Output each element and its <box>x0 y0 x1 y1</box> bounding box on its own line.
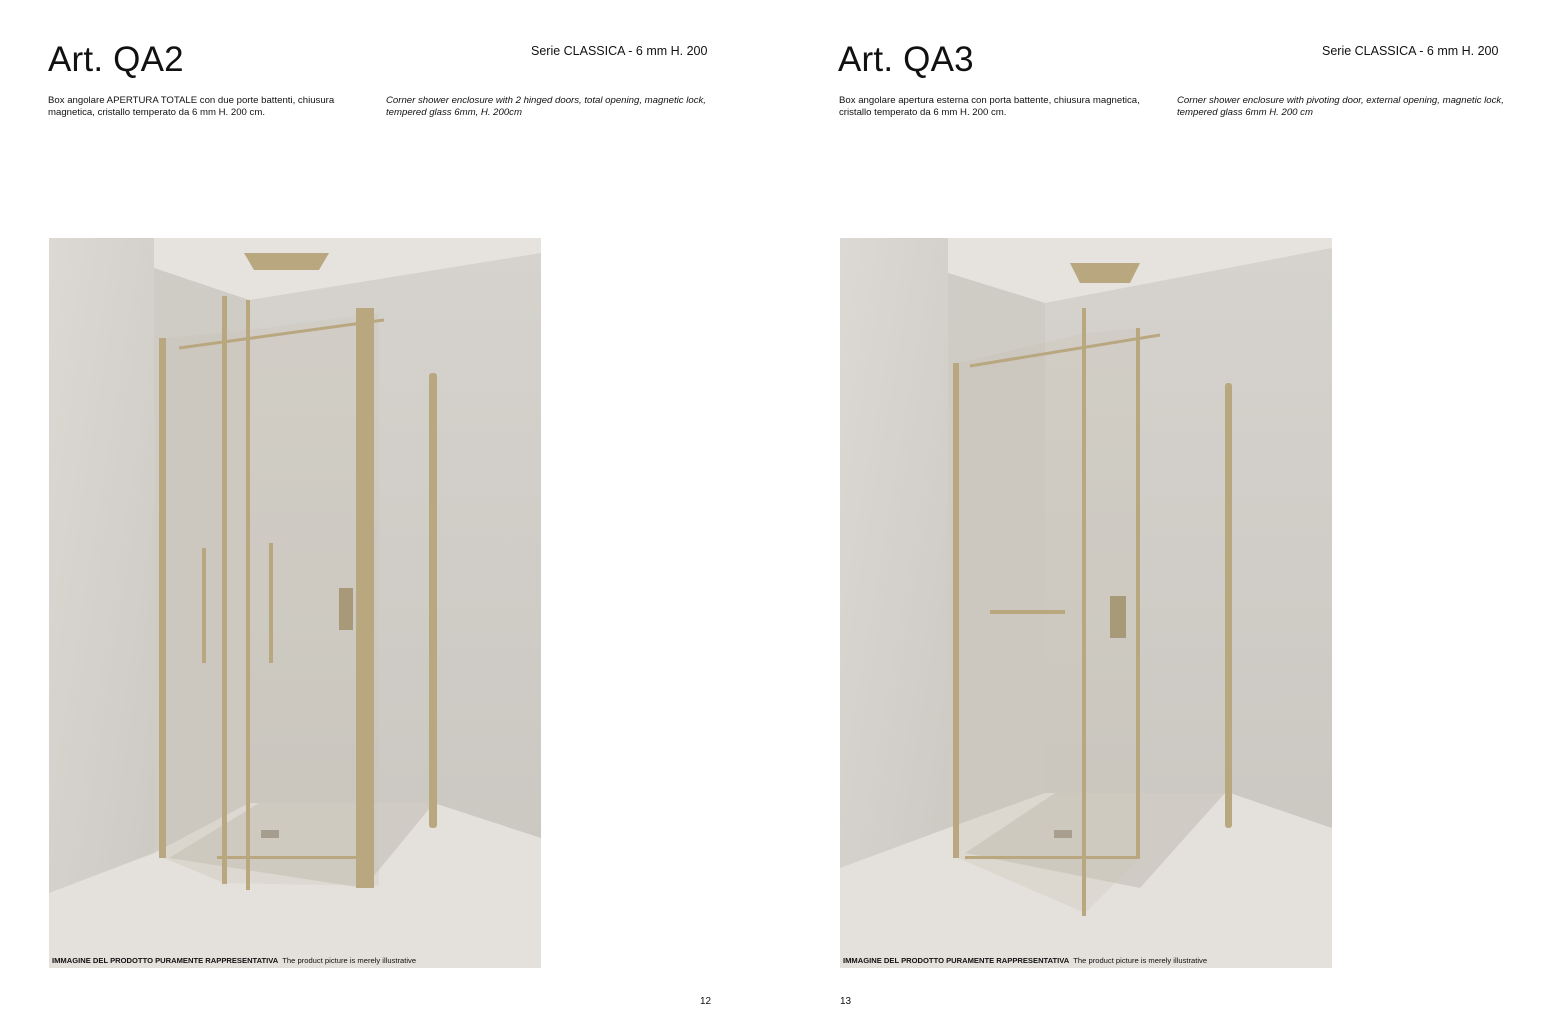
catalog-page-right <box>775 0 1550 1033</box>
caption-english: The product picture is merely illustrative <box>1073 956 1208 965</box>
photo-caption <box>843 956 1207 965</box>
article-title: Art. QA2 <box>48 40 184 79</box>
series-label: Serie CLASSICA - 6 mm H. 200 <box>1322 44 1499 58</box>
article-title: Art. QA3 <box>838 40 974 79</box>
product-photo <box>840 238 1332 968</box>
page-number: 12 <box>700 996 712 1007</box>
caption-italian: IMMAGINE DEL PRODOTTO PURAMENTE RAPPRESENTATIVA <box>843 956 1070 965</box>
description-english: Corner shower enclosure with pivoting door, external opening, magnetic lock, tempered glass 6mm H. 200 cm <box>1177 95 1504 118</box>
shower-enclosure-illustration <box>49 238 541 968</box>
description-english: Corner shower enclosure with 2 hinged doors, total opening, magnetic lock, tempered glass 6mm, H. 200cm <box>386 95 706 118</box>
caption-italian: IMMAGINE DEL PRODOTTO PURAMENTE RAPPRESENTATIVA <box>52 956 279 965</box>
product-photo <box>49 238 541 968</box>
page-number: 13 <box>840 996 852 1007</box>
caption-english: The product picture is merely illustrative <box>282 956 417 965</box>
description-italian: Box angolare apertura esterna con porta battente, chiusura magnetica, cristallo temperato da 6 mm H. 200 cm. <box>839 95 1140 118</box>
series-label: Serie CLASSICA - 6 mm H. 200 <box>531 44 708 58</box>
description-italian: Box angolare APERTURA TOTALE con due porte battenti, chiusura magnetica, cristallo temperato da 6 mm H. 200 cm. <box>48 95 335 118</box>
shower-enclosure-illustration <box>840 238 1332 968</box>
photo-caption <box>52 956 416 965</box>
